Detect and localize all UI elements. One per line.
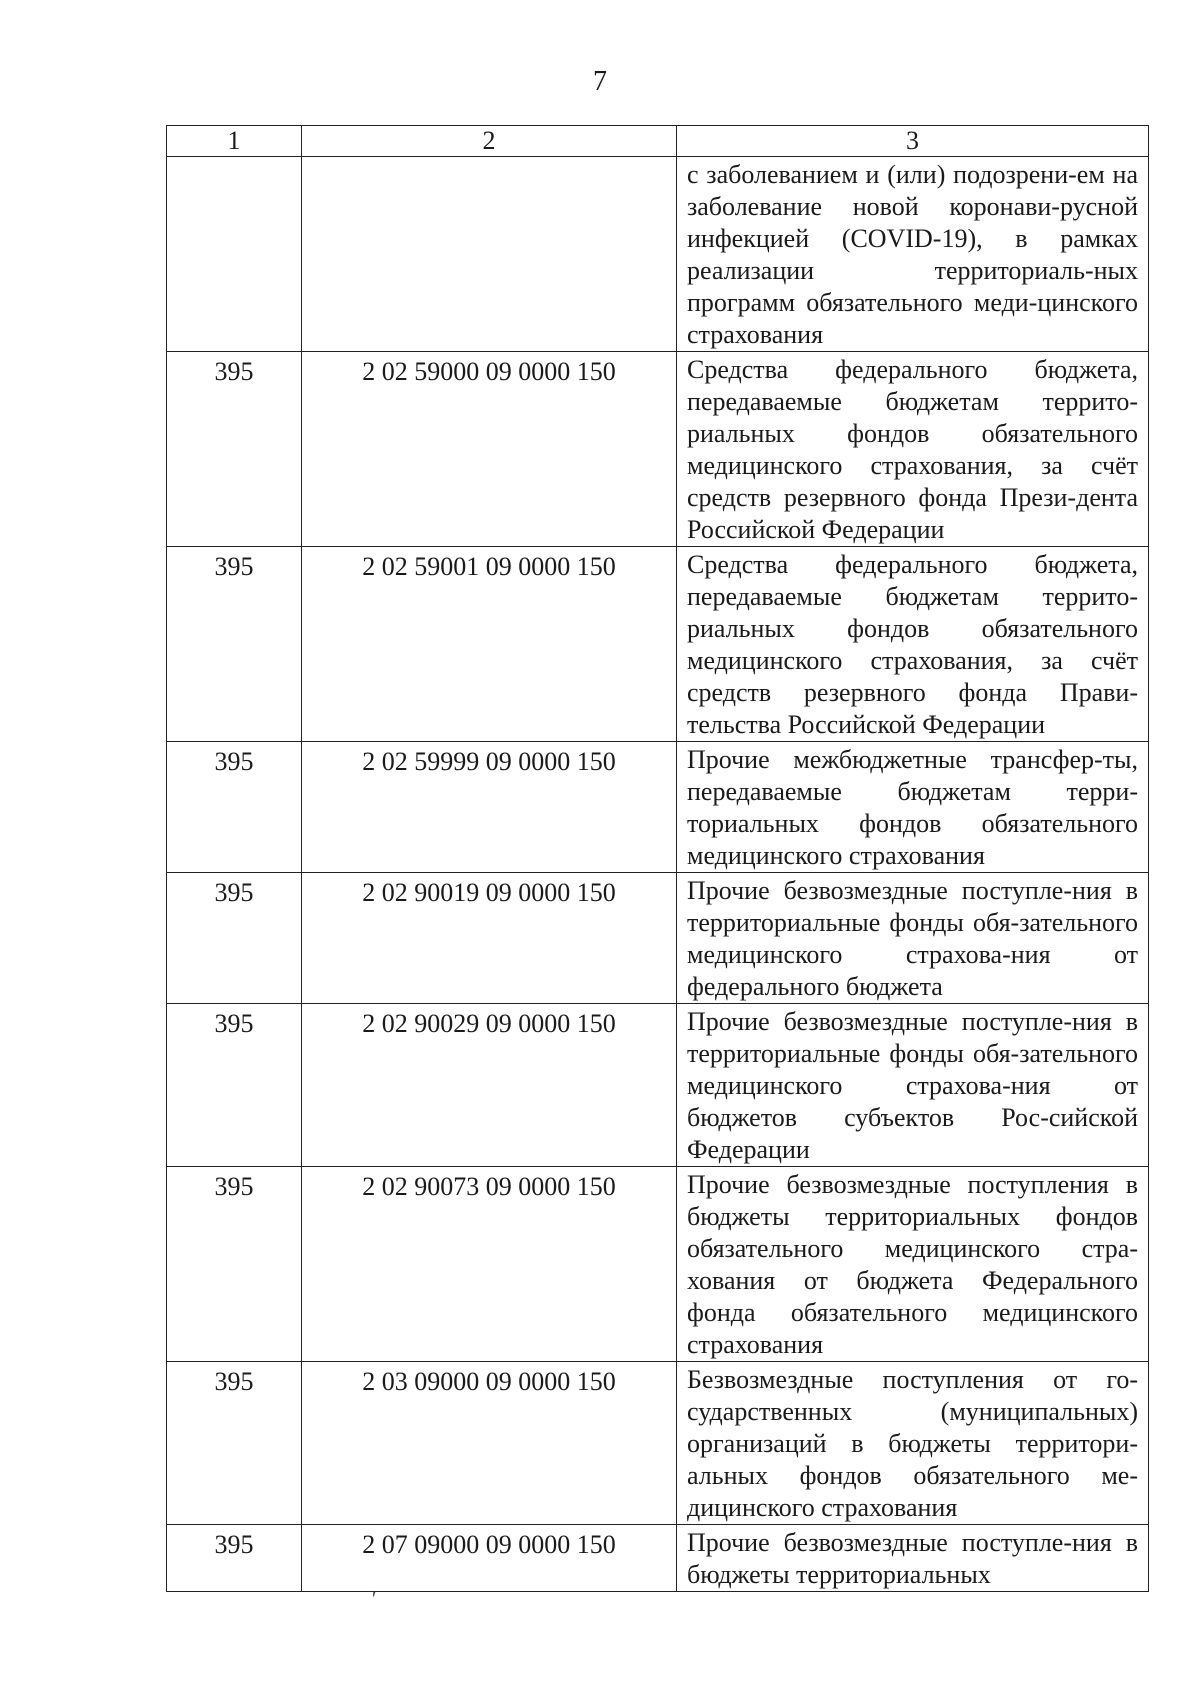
table-row [167, 157, 1149, 352]
revenue-code-cell: 2 03 09000 09 0000 150 [302, 1362, 677, 1525]
revenue-description-cell: Безвозмездные поступления от го-сударственных (муниципальных) организаций в бюджеты территори-альных фондов обязательного ме-дицинского страхования [677, 1362, 1149, 1525]
revenue-description-cell: Прочие безвозмездные поступле-ния в бюджеты территориальных [677, 1525, 1149, 1592]
revenue-description-cell: Прочие безвозмездные поступле-ния в территориальные фонды обя-зательного медицинского страхова-ния от бюджетов субъектов Рос-сийской Федерации [677, 1004, 1149, 1167]
admin-code-cell: 395 [167, 547, 302, 742]
revenue-code-cell: 2 07 09000 09 0000 150 [302, 1525, 677, 1592]
admin-code-cell: 395 [167, 1167, 302, 1362]
revenue-description-cell: Средства федерального бюджета, передаваемые бюджетам террито-риальных фондов обязательного медицинского страхования, за счёт средств резервного фонда Прези-дента Российской Федерации [677, 352, 1149, 547]
revenue-description-cell: с заболеванием и (или) подозрени-ем на заболевание новой коронави-русной инфекцией (COVID-19), в рамках реализации территориаль-ных программ обязательного меди-цинского страхования [677, 157, 1149, 352]
column-header-1: 1 [167, 126, 302, 157]
column-header-3: 3 [677, 126, 1149, 157]
table-row [167, 352, 1149, 547]
page-number: 7 [593, 66, 607, 97]
admin-code-cell [167, 157, 302, 352]
column-header-2: 2 [302, 126, 677, 157]
revenue-code-cell: 2 02 90029 09 0000 150 [302, 1004, 677, 1167]
revenue-description-cell: Прочие безвозмездные поступле-ния в территориальные фонды обя-зательного медицинского страхова-ния от федерального бюджета [677, 873, 1149, 1004]
table-header-row [167, 126, 1149, 157]
revenue-description-cell: Средства федерального бюджета, передаваемые бюджетам террито-риальных фондов обязательного медицинского страхования, за счёт средств резервного фонда Прави-тельства Российской Федерации [677, 547, 1149, 742]
table-row [167, 1525, 1149, 1592]
table-row [167, 1362, 1149, 1525]
admin-code-cell: 395 [167, 352, 302, 547]
revenue-description-cell: Прочие безвозмездные поступления в бюджеты территориальных фондов обязательного медицинского стра-хования от бюджета Федерального фонда обязательного медицинского страхования [677, 1167, 1149, 1362]
admin-code-cell: 395 [167, 1004, 302, 1167]
table-row [167, 742, 1149, 873]
revenue-code-cell: 2 02 59999 09 0000 150 [302, 742, 677, 873]
table-row [167, 873, 1149, 1004]
table-row [167, 1167, 1149, 1362]
revenue-code-cell [302, 157, 677, 352]
admin-code-cell: 395 [167, 873, 302, 1004]
revenue-code-table [166, 125, 1149, 1592]
revenue-code-cell: 2 02 59001 09 0000 150 [302, 547, 677, 742]
table-row [167, 1004, 1149, 1167]
table-row [167, 547, 1149, 742]
admin-code-cell: 395 [167, 742, 302, 873]
revenue-code-cell: 2 02 90073 09 0000 150 [302, 1167, 677, 1362]
scan-mark: ʹ [372, 1588, 377, 1610]
admin-code-cell: 395 [167, 1362, 302, 1525]
revenue-description-cell: Прочие межбюджетные трансфер-ты, передаваемые бюджетам терри-ториальных фондов обязательного медицинского страхования [677, 742, 1149, 873]
admin-code-cell: 395 [167, 1525, 302, 1592]
revenue-code-cell: 2 02 90019 09 0000 150 [302, 873, 677, 1004]
revenue-code-cell: 2 02 59000 09 0000 150 [302, 352, 677, 547]
